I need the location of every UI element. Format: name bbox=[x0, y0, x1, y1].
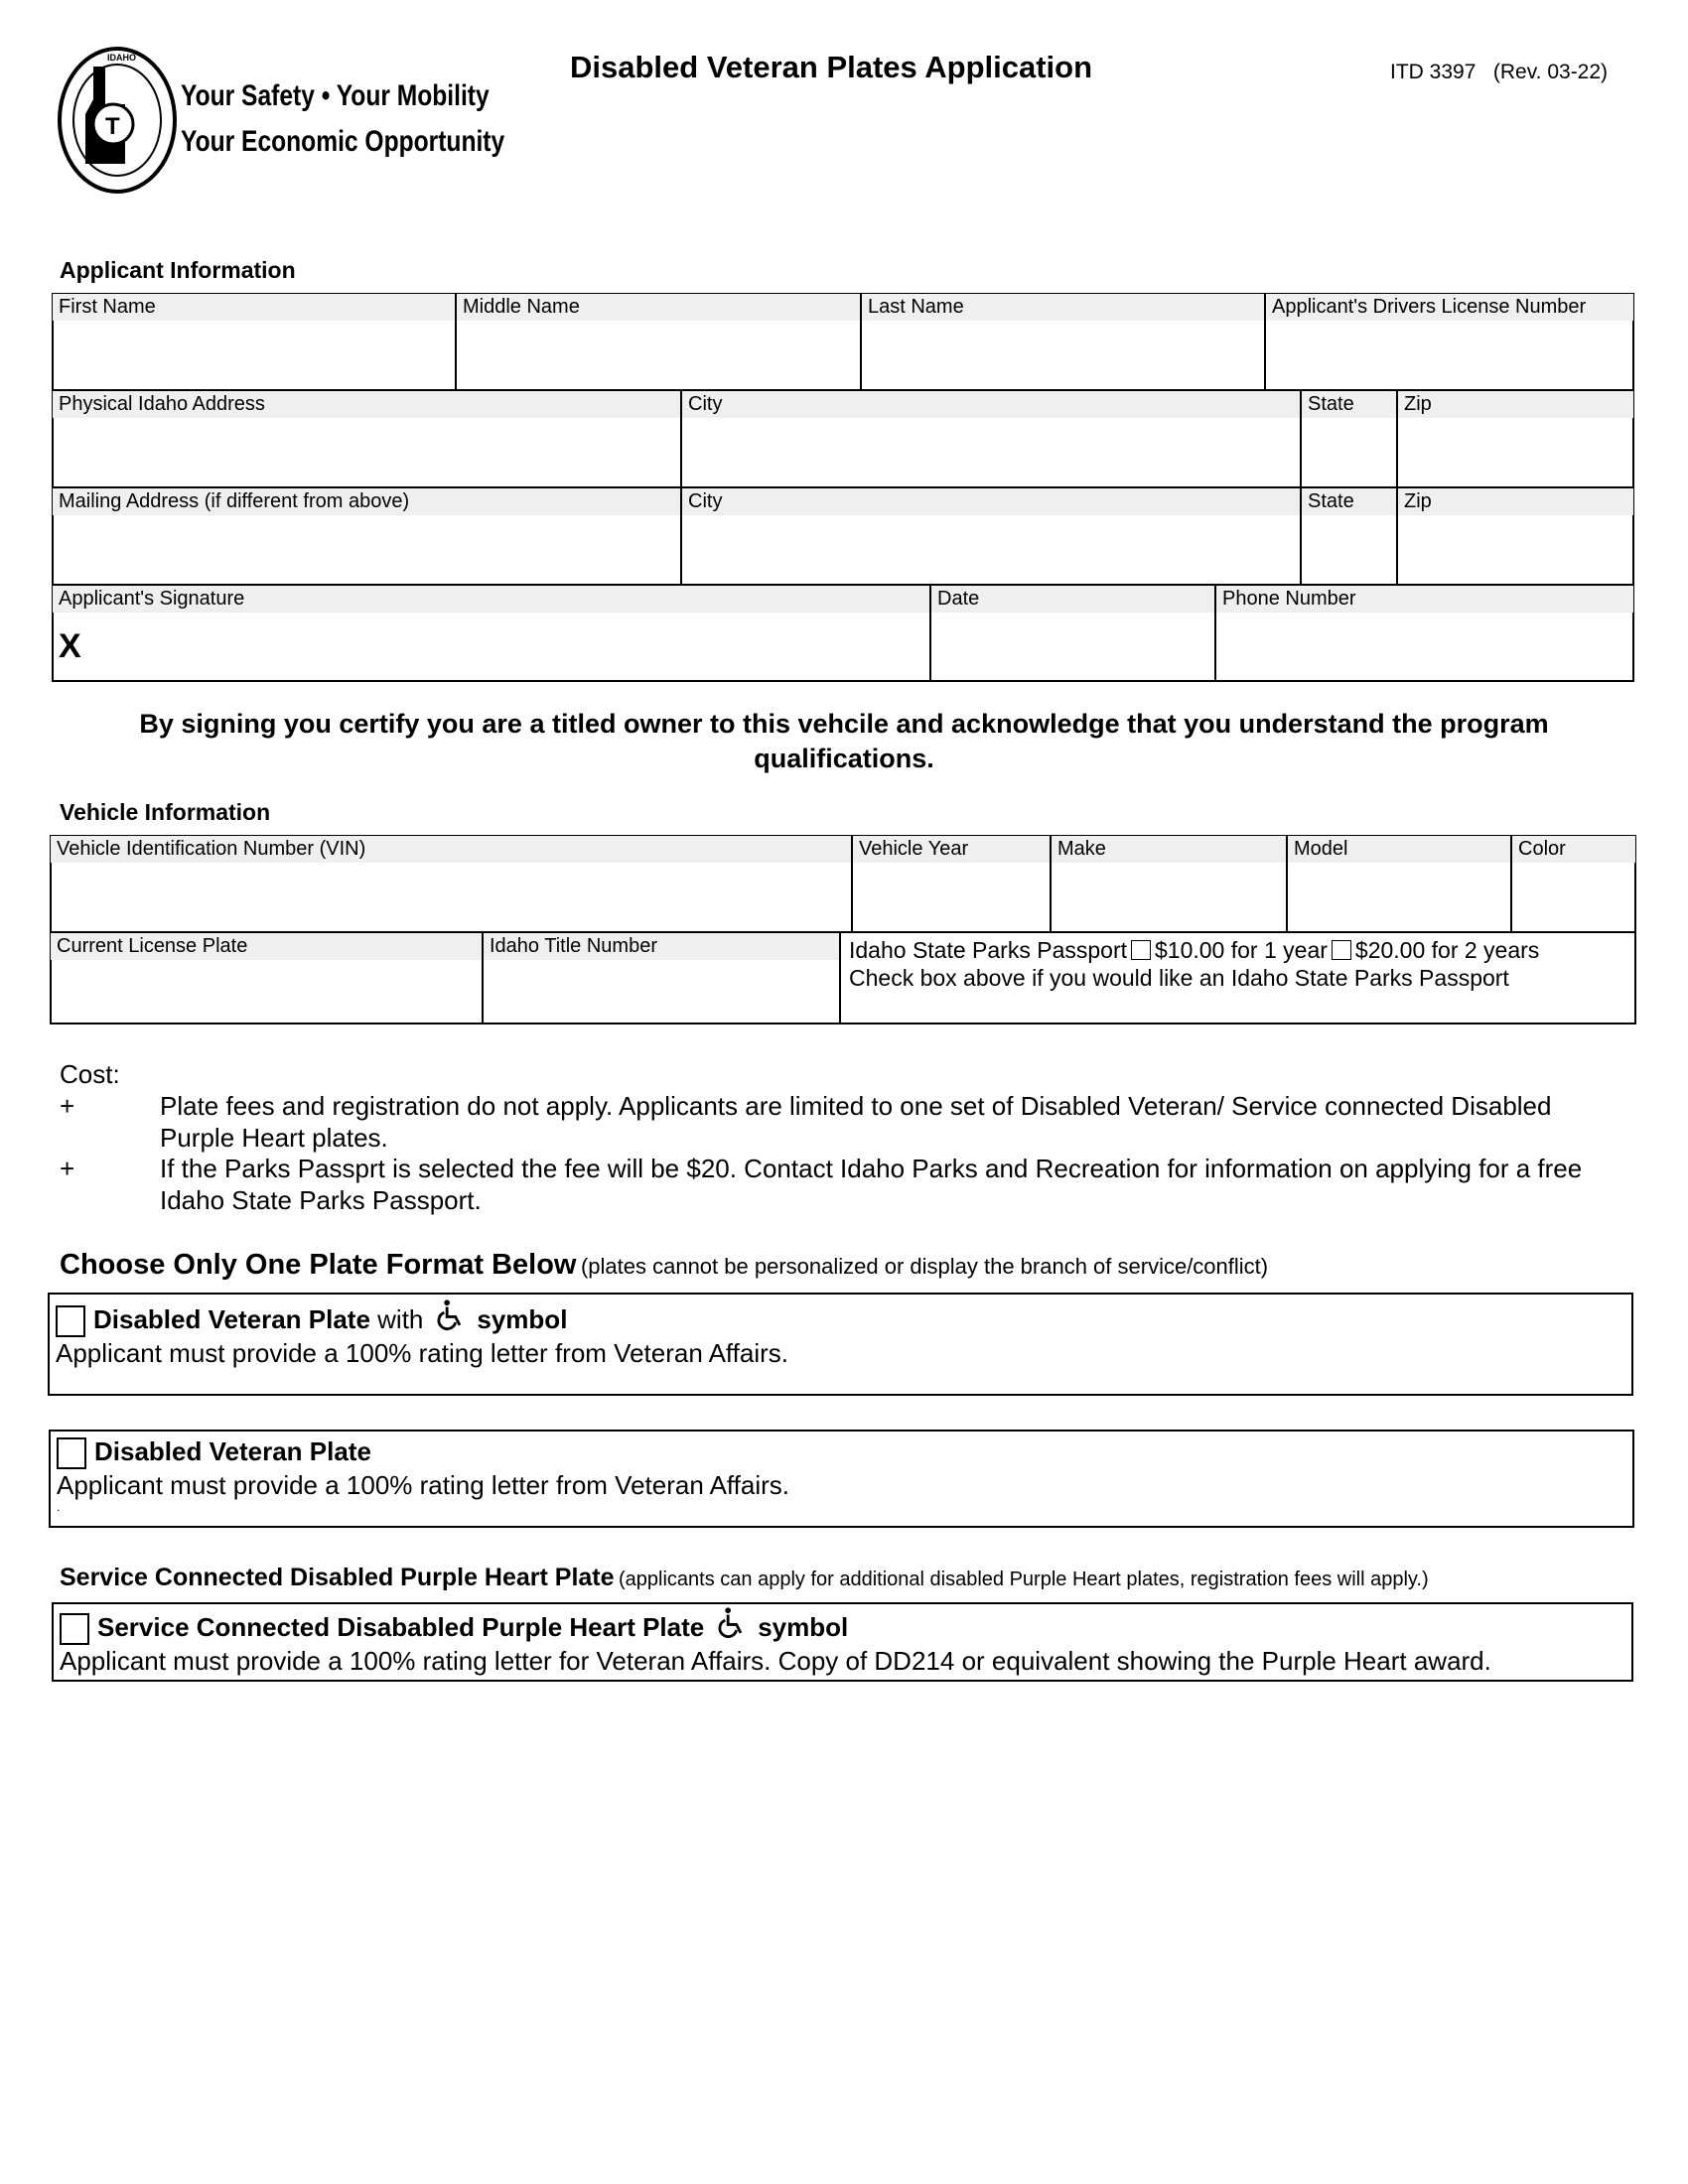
parks-2yr-checkbox[interactable] bbox=[1332, 940, 1351, 960]
choose-title: Choose Only One Plate Format Below bbox=[60, 1249, 577, 1281]
field-label: Mailing Address (if different from above) bbox=[53, 488, 680, 515]
cost-heading: Cost: bbox=[60, 1059, 120, 1089]
page-title: Disabled Veteran Plates Application bbox=[570, 50, 1093, 84]
parks-2yr-label: $20.00 for 2 years bbox=[1354, 937, 1540, 963]
field-label: Phone Number bbox=[1216, 586, 1633, 613]
field-label: First Name bbox=[53, 294, 455, 321]
physical-zip-field[interactable] bbox=[1397, 390, 1634, 487]
cost-bullet: + bbox=[60, 1091, 75, 1121]
middle-name-field[interactable] bbox=[456, 293, 861, 390]
vehicle-heading: Vehicle Information bbox=[60, 799, 271, 825]
parks-label: Idaho State Parks Passport bbox=[849, 937, 1127, 963]
option-desc: Applicant must provide a 100% rating letter from Veteran Affairs. bbox=[57, 1470, 790, 1501]
first-name-field[interactable] bbox=[52, 293, 456, 390]
option-symbol-word: symbol bbox=[477, 1304, 568, 1334]
option-dv bbox=[49, 1430, 1634, 1528]
field-label: Current License Plate bbox=[51, 933, 482, 960]
parks-note: Check box above if you would like an Idaho State Parks Passport bbox=[849, 965, 1509, 991]
option-purple-heart-checkbox[interactable] bbox=[60, 1613, 89, 1645]
option-with: with bbox=[377, 1304, 424, 1334]
option-title: Service Connected Disababled Purple Heart Plate bbox=[97, 1612, 705, 1642]
cost-item-2: If the Parks Passprt is selected the fee will be $20. Contact Idaho Parks and Recreation for information on applying for a free Idaho State Parks Passport. bbox=[160, 1154, 1583, 1215]
cost-item-1: Plate fees and registration do not apply. Applicants are limited to one set of Disabled Veteran/ Service connected Disabled Purple Heart plates. bbox=[160, 1091, 1552, 1153]
purple-note: (applicants can apply for additional disabled Purple Heart plates, registration fees will apply.) bbox=[619, 1569, 1429, 1590]
physical-city-field[interactable] bbox=[681, 390, 1301, 487]
stray-dot: . bbox=[57, 1500, 61, 1515]
field-label: Idaho Title Number bbox=[484, 933, 839, 960]
field-label: City bbox=[682, 391, 1300, 418]
field-label: State bbox=[1302, 488, 1396, 515]
last-name-field[interactable] bbox=[861, 293, 1265, 390]
option-desc: Applicant must provide a 100% rating letter from Veteran Affairs. bbox=[56, 1338, 789, 1369]
field-label: Last Name bbox=[862, 294, 1264, 321]
parks-1yr-checkbox[interactable] bbox=[1131, 940, 1151, 960]
title-number-field[interactable] bbox=[483, 932, 840, 1024]
physical-address-field[interactable] bbox=[52, 390, 681, 487]
signature-x-mark: X bbox=[59, 627, 81, 665]
purple-title: Service Connected Disabled Purple Heart Plate bbox=[60, 1564, 615, 1591]
field-label: Vehicle Identification Number (VIN) bbox=[51, 836, 851, 863]
mailing-zip-field[interactable] bbox=[1397, 487, 1634, 585]
make-field[interactable] bbox=[1051, 835, 1287, 932]
vin-field[interactable] bbox=[50, 835, 852, 932]
license-field[interactable] bbox=[1265, 293, 1634, 390]
svg-text:T: T bbox=[105, 113, 120, 140]
wheelchair-icon bbox=[714, 1606, 748, 1640]
field-label: City bbox=[682, 488, 1300, 515]
certification-statement: By signing you certify you are a titled owner to this vehcile and acknowledge that you understand the program qualifications. bbox=[139, 709, 1549, 773]
option-dv-checkbox[interactable] bbox=[57, 1437, 86, 1469]
field-label: Date bbox=[931, 586, 1214, 613]
parks-1yr-label: $10.00 for 1 year bbox=[1155, 937, 1328, 963]
field-label: Physical Idaho Address bbox=[53, 391, 680, 418]
applicant-heading: Applicant Information bbox=[60, 257, 296, 283]
option-title: Disabled Veteran Plate bbox=[93, 1304, 370, 1334]
mailing-city-field[interactable] bbox=[681, 487, 1301, 585]
vehicle-year-field[interactable] bbox=[852, 835, 1051, 932]
field-label: State bbox=[1302, 391, 1396, 418]
field-label: Model bbox=[1288, 836, 1510, 863]
mailing-address-field[interactable] bbox=[52, 487, 681, 585]
form-id: ITD 3397 (Rev. 03-22) bbox=[1390, 61, 1609, 83]
option-dv-symbol-checkbox[interactable] bbox=[56, 1305, 85, 1337]
field-label: Middle Name bbox=[457, 294, 860, 321]
field-label: Applicant's Drivers License Number bbox=[1266, 294, 1633, 321]
field-label: Vehicle Year bbox=[853, 836, 1050, 863]
purple-heart-heading bbox=[60, 1564, 1429, 1592]
signature-field[interactable] bbox=[52, 585, 930, 682]
physical-state-field[interactable] bbox=[1301, 390, 1397, 487]
option-title: Disabled Veteran Plate bbox=[94, 1436, 371, 1466]
field-label: Make bbox=[1052, 836, 1286, 863]
color-field[interactable] bbox=[1511, 835, 1636, 932]
option-desc: Applicant must provide a 100% rating letter for Veteran Affairs. Copy of DD214 or equivalent showing the Purple Heart award. bbox=[60, 1646, 1491, 1677]
wheelchair-icon bbox=[433, 1298, 467, 1332]
svg-text:IDAHO: IDAHO bbox=[107, 53, 136, 63]
model-field[interactable] bbox=[1287, 835, 1511, 932]
option-purple-heart bbox=[52, 1602, 1633, 1682]
field-label: Color bbox=[1512, 836, 1635, 863]
choose-heading bbox=[60, 1249, 1268, 1282]
option-symbol-word: symbol bbox=[758, 1612, 849, 1642]
option-dv-with-symbol bbox=[48, 1293, 1633, 1396]
mailing-state-field[interactable] bbox=[1301, 487, 1397, 585]
itd-logo bbox=[56, 45, 179, 196]
date-field[interactable] bbox=[930, 585, 1215, 682]
cost-bullet: + bbox=[60, 1154, 75, 1183]
choose-note: (plates cannot be personalized or display the branch of service/conflict) bbox=[580, 1254, 1269, 1279]
tagline-line2: Your Economic Opportunity bbox=[181, 125, 505, 158]
field-label: Applicant's Signature bbox=[53, 586, 929, 613]
phone-field[interactable] bbox=[1215, 585, 1634, 682]
tagline-line1: Your Safety • Your Mobility bbox=[181, 79, 490, 112]
license-plate-field[interactable] bbox=[50, 932, 483, 1024]
parks-passport-cell bbox=[840, 932, 1636, 1024]
field-label: Zip bbox=[1398, 391, 1633, 418]
field-label: Zip bbox=[1398, 488, 1633, 515]
